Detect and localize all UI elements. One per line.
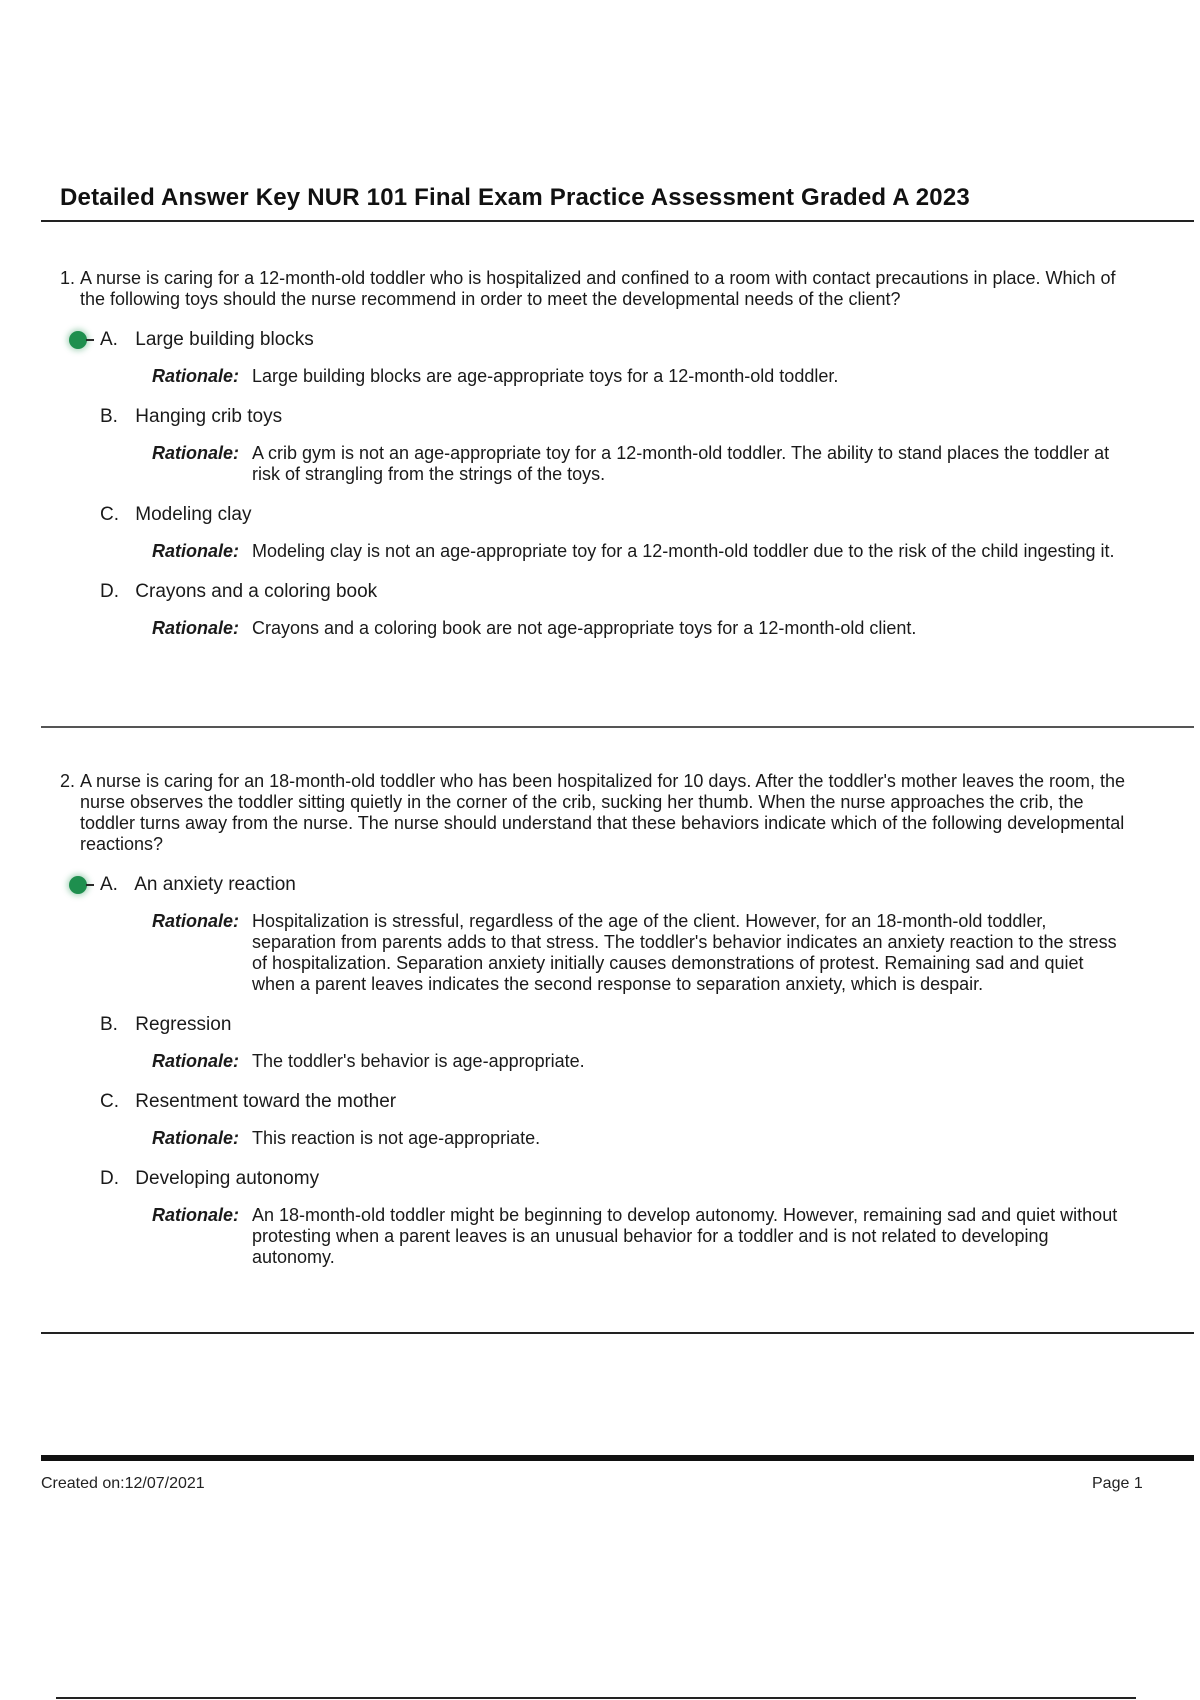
rationale-text: This reaction is not age-appropriate. <box>252 1128 541 1148</box>
question-2 <box>60 771 1130 1268</box>
option-c[interactable] <box>100 1090 1130 1114</box>
rationale-text: Crayons and a coloring book are not age-appropriate toys for a 12-month-old client. <box>252 618 917 638</box>
option-letter: D. <box>100 581 119 602</box>
option-text: An anxiety reaction <box>134 874 296 895</box>
title-divider <box>41 220 1194 222</box>
page-title: Detailed Answer Key NUR 101 Final Exam Practice Assessment Graded A 2023 <box>60 184 970 211</box>
selected-answer-icon <box>69 876 87 894</box>
question-1 <box>60 268 1130 639</box>
rationale <box>152 366 1130 387</box>
rationale-label: Rationale: <box>152 1051 240 1071</box>
question-number: 2. <box>60 771 76 791</box>
option-letter: B. <box>100 1014 118 1035</box>
rationale-label: Rationale: <box>152 443 240 463</box>
rationale <box>152 1051 1130 1072</box>
rationale-text: Large building blocks are age-appropriate toys for a 12-month-old toddler. <box>252 366 839 386</box>
page-number: Page 1 <box>1092 1475 1143 1492</box>
rationale-label: Rationale: <box>152 1128 240 1148</box>
rationale-text: Hospitalization is stressful, regardless of the age of the client. However, for an 18-month-old toddler, separation from parents adds to that stress. The toddler's behavior indicates an anxiety reaction to the stress of hospitalization. Separation anxiety initially causes demonstrations of protest. Remaining sad and quiet when a parent leaves indicates the second response to separation anxiety, which is despair. <box>252 911 1117 994</box>
rationale-text: The toddler's behavior is age-appropriate. <box>252 1051 585 1071</box>
question-text: A nurse is caring for an 18-month-old toddler who has been hospitalized for 10 days. After the toddler's mother leaves the room, the nurse observes the toddler sitting quietly in the corner of the crib, sucking her thumb. When the nurse approaches the crib, the toddler turns away from the nurse. The nurse should understand that these behaviors indicate which of the following developmental reactions? <box>80 771 1126 854</box>
option-c[interactable] <box>100 503 1130 527</box>
rationale-text: Modeling clay is not an age-appropriate toy for a 12-month-old toddler due to the risk of the child ingesting it. <box>252 541 1115 561</box>
option-text: Crayons and a coloring book <box>135 581 378 602</box>
rationale <box>152 618 1130 639</box>
selected-answer-icon <box>69 331 87 349</box>
option-text: Resentment toward the mother <box>135 1091 397 1112</box>
footer-divider <box>41 1455 1194 1461</box>
option-a[interactable] <box>100 328 1130 352</box>
question-stem <box>60 771 1130 855</box>
rationale-label: Rationale: <box>152 541 240 561</box>
rationale <box>152 1205 1130 1268</box>
question-divider <box>41 1332 1194 1334</box>
option-letter: B. <box>100 406 118 427</box>
option-letter: D. <box>100 1168 119 1189</box>
option-a[interactable] <box>100 873 1130 897</box>
question-stem <box>60 268 1130 310</box>
question-divider <box>41 726 1194 728</box>
option-letter: A. <box>100 329 118 350</box>
option-b[interactable] <box>100 1013 1130 1037</box>
created-date: Created on:12/07/2021 <box>41 1475 205 1492</box>
rationale-text: A crib gym is not an age-appropriate toy for a 12-month-old toddler. The ability to stand places the toddler at risk of strangling from the strings of the toys. <box>252 443 1110 484</box>
option-d[interactable] <box>100 580 1130 604</box>
rationale-label: Rationale: <box>152 1205 240 1225</box>
rationale <box>152 1128 1130 1149</box>
rationale-label: Rationale: <box>152 911 240 931</box>
option-letter: C. <box>100 1091 119 1112</box>
question-text: A nurse is caring for a 12-month-old toddler who is hospitalized and confined to a room with contact precautions in place. Which of the following toys should the nurse recommend in order to meet the developmental needs of the client? <box>80 268 1116 309</box>
rationale <box>152 911 1130 995</box>
option-letter: C. <box>100 504 119 525</box>
option-d[interactable] <box>100 1167 1130 1191</box>
option-text: Hanging crib toys <box>135 406 283 427</box>
option-text: Regression <box>135 1014 232 1035</box>
rationale-label: Rationale: <box>152 618 240 638</box>
question-number: 1. <box>60 268 76 288</box>
option-text: Modeling clay <box>135 504 252 525</box>
option-text: Large building blocks <box>135 329 314 350</box>
rationale <box>152 541 1130 562</box>
rationale <box>152 443 1130 485</box>
option-letter: A. <box>100 874 118 895</box>
rationale-label: Rationale: <box>152 366 240 386</box>
option-text: Developing autonomy <box>135 1168 320 1189</box>
bottom-divider <box>56 1697 1136 1699</box>
rationale-text: An 18-month-old toddler might be beginning to develop autonomy. However, remaining sad and quiet without protesting when a parent leaves is an unusual behavior for a toddler and is not related to developing autonomy. <box>252 1205 1118 1267</box>
option-b[interactable] <box>100 405 1130 429</box>
